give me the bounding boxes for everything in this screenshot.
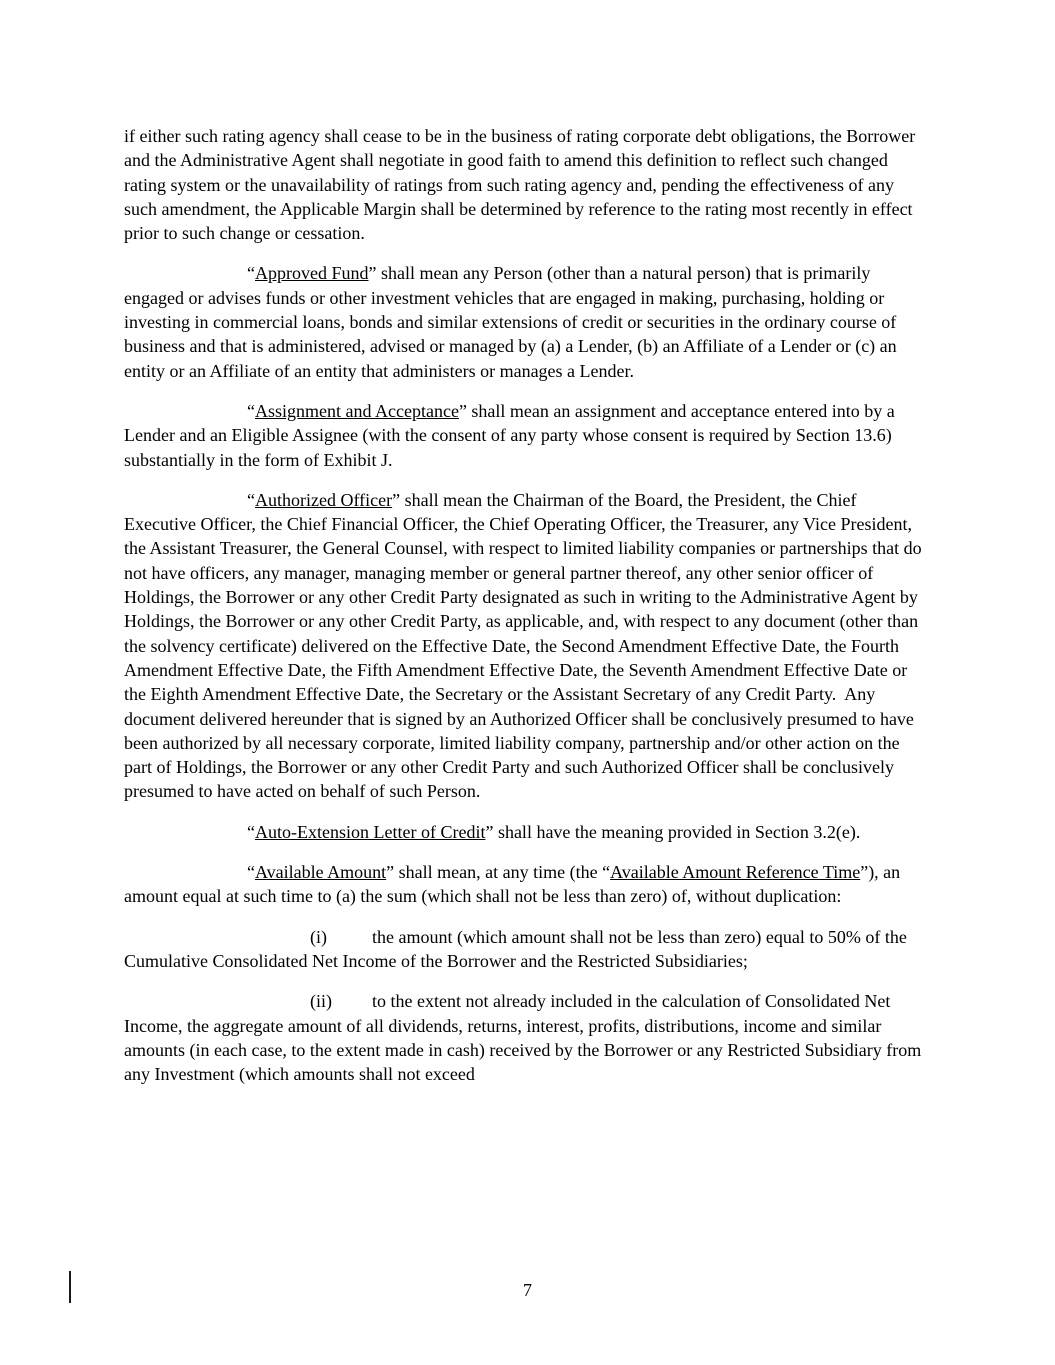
text-run: if either such rating agency shall cease to be in the business of rating corporate debt obligations, the Borrower and the Administrative Agent shall negotiate in good faith to amend this definition to reflect such changed rating system or the unavailability of ratings from such rating agency and, pending the effectiveness of any such amendment, the Applicable Margin shall be determined by reference to the rating most recently in effect prior to such change or cessation. [124,126,920,244]
text-run: ”), an amount equal at such time to (a) the sum (which shall not be less than zero) of, without duplication: [124,862,905,907]
text-run: ” shall mean any Person (other than a natural person) that is primarily engaged or advises funds or other investment vehicles that are engaged in making, purchasing, holding or investing in commercial loans, bonds and similar extensions of credit or securities in the ordinary course of business and that is administered, advised or managed by (a) a Lender, (b) an Affiliate of a Lender or (c) an entity or an Affiliate of an entity that administers or manages a Lender. [124,263,902,381]
defined-term: Authorized Officer [255,489,393,510]
text-run: ” shall mean, at any time (the “ [386,862,611,883]
text-run: to the extent not already included in the calculation of Consolidated Net Income, the aggregate amount of all dividends, returns, interest, profits, distributions, income and similar amounts (in each case, to the extent made in cash) received by the Borrower or any Restricted Subsidiary from any Investment (which amounts shall not exceed [124,991,926,1085]
defined-term: Assignment and Acceptance [255,400,459,421]
paragraph [124,261,924,382]
text-run: “ [247,489,255,510]
paragraph [124,989,924,1086]
text-run: “ [247,862,255,883]
text-run: ” shall have the meaning provided in Section 3.2(e). [485,821,861,842]
defined-term: Available Amount [255,862,387,883]
text-run: the amount (which amount shall not be less than zero) equal to 50% of the Cumulative Consolidated Net Income of the Borrower and the Restricted Subsidiaries; [124,926,912,971]
text-run: “ [247,400,255,421]
text-run: ” shall mean the Chairman of the Board, the President, the Chief Executive Officer, the Chief Financial Officer, the Chief Operating Officer, the Treasurer, any Vice President, the Assistant Treasurer, the General Counsel, with respect to limited liability companies or partnerships that do not have officers, any manager, managing member or general partner thereof, any other senior officer of Holdings, the Borrower or any other Credit Party designated as such in writing to the Administrative Agent by Holdings, the Borrower or any other Credit Party, as applicable, and, with respect to any document (other than the solvency certificate) delivered on the Effective Date, the Second Amendment Effective Date, the Fourth Amendment Effective Date, the Fifth Amendment Effective Date, the Seventh Amendment Effective Date or the Eighth Amendment Effective Date, the Secretary or the Assistant Secretary of any Credit Party. Any document delivered hereunder that is signed by an Authorized Officer shall be conclusively presumed to have been authorized by all necessary corporate, limited liability company, partnership and/or other action on the part of Holdings, the Borrower or any other Credit Party and such Authorized Officer shall be conclusively presumed to have acted on behalf of such Person. [124,489,927,802]
defined-term: Available Amount Reference Time [610,862,861,883]
document-body [124,124,927,1102]
paragraph [124,124,924,245]
page-number: 7 [523,1280,532,1300]
paragraph [124,488,927,804]
list-item-label: (i) [310,926,327,947]
list-item-label: (ii) [310,991,332,1012]
defined-term: Auto-Extension Letter of Credit [255,821,486,842]
text-run: “ [247,263,255,284]
paragraph [124,860,924,909]
paragraph [124,925,924,974]
defined-term: Approved Fund [255,263,369,284]
paragraph [124,820,924,844]
paragraph [124,399,924,472]
text-run: ” shall mean an assignment and acceptance entered into by a Lender and an Eligible Assignee (with the consent of any party whose consent is required by Section 13.6) substantially in the form of Exhibit J. [124,400,900,470]
text-run: “ [247,821,255,842]
